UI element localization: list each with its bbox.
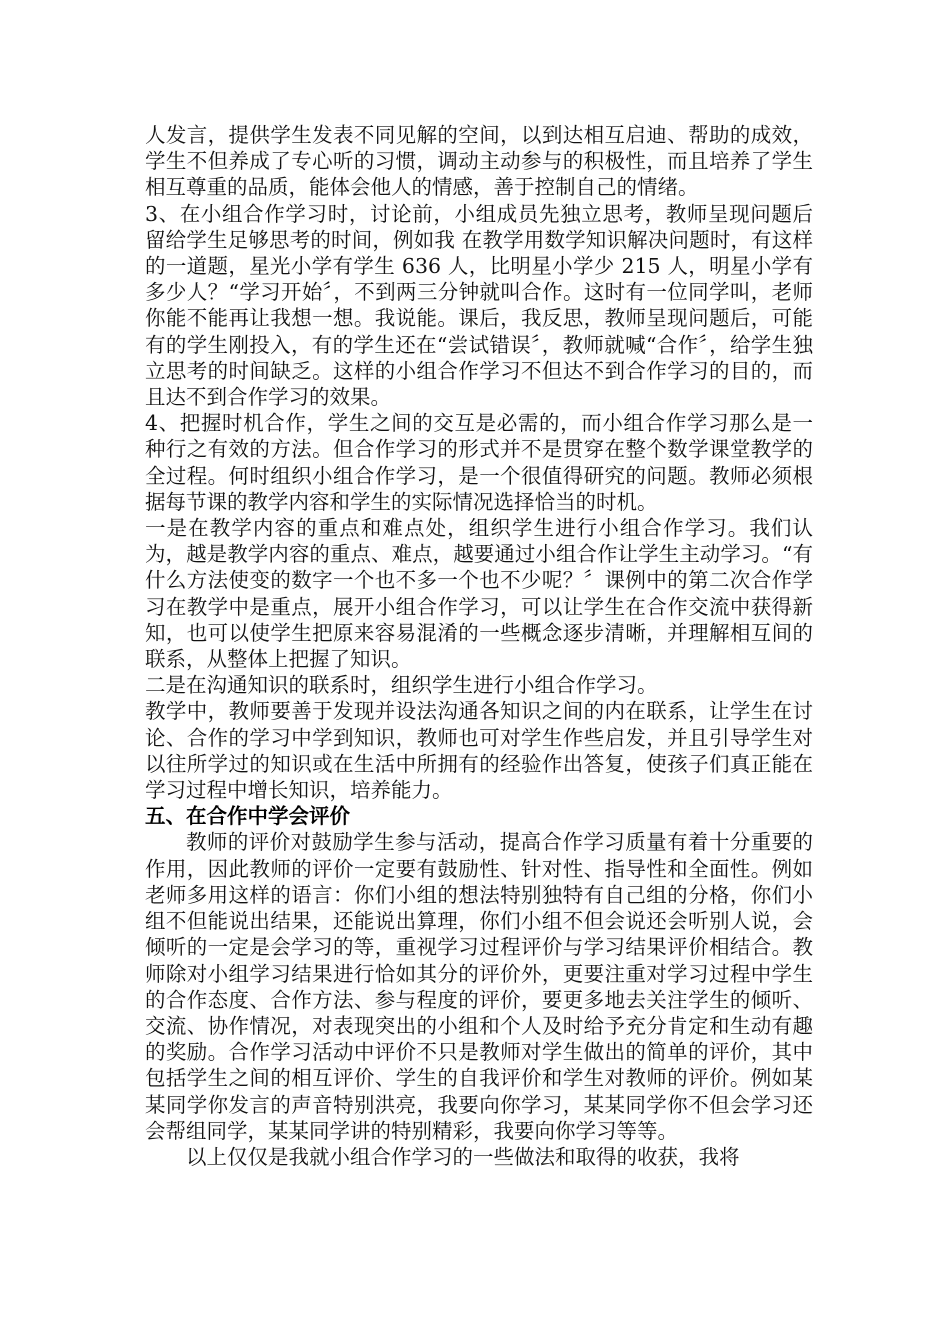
paragraph-key-difficult-points: 一是在教学内容的重点和难点处，组织学生进行小组合作学习。我们认为，越是教学内容的重点、难点，越要通过小组合作让学生主动学习。“有什么方法使变的数字一个也不多一个也不少呢？〞课例中的第二次合作学习在教学中是重点，展开小组合作学习，可以让学生在合作交流中获得新知，也可以使学生把原来容易混淆的一些概念逐步清晰，并理解相互间的联系，从整体上把握了知识。 bbox=[145, 516, 813, 672]
paragraph-teacher-evaluation: 教师的评价对鼓励学生参与活动，提高合作学习质量有着十分重要的作用，因此教师的评价一定要有鼓励性、针对性、指导性和全面性。例如老师多用这样的语言：你们小组的想法特别独特有自己组的分格，你们小组不但能说出结果，还能说出算理，你们小组不但会说还会听别人说，会倾听的一定是会学习的等，重视学习过程评价与学习结果评价相结合。教师除对小组学习结果进行恰如其分的评价外，更要注重对学习过程中学生的合作态度、合作方法、参与程度的评价，要更多地去关注学生的倾听、交流、协作情况，对表现突出的小组和个人及时给予充分肯定和生动有趣的奖励。合作学习活动中评价不只是教师对学生做出的简单的评价，其中包括学生之间的相互评价、学生的自我评价和学生对教师的评价。例如某某同学你发言的声音特别洪亮，我要向你学习，某某同学你不但会学习还会帮组同学，某某同学讲的特别精彩，我要向你学习等等。 bbox=[145, 830, 813, 1143]
paragraph-conclusion: 以上仅仅是我就小组合作学习的一些做法和取得的收获，我将 bbox=[186, 1144, 740, 1169]
section-heading-evaluation: 五、在合作中学会评价 bbox=[145, 804, 350, 829]
paragraph-listening-habits: 人发言，提供学生发表不同见解的空间，以到达相互启迪、帮助的成效，学生不但养成了专心听的习惯，调动主动参与的积极性，而且培养了学生相互尊重的品质，能体会他人的情感，善于控制自己的情绪。 bbox=[145, 123, 813, 200]
paragraph-knowledge-links: 二是在沟通知识的联系时，组织学生进行小组合作学习。 bbox=[145, 673, 658, 698]
paragraph-teaching-links: 教学中，教师要善于发现并设法沟通各知识之间的内在联系，让学生在讨论、合作的学习中学到知识，教师也可对学生作些启发，并且引导学生对以往所学过的知识或在生活中所拥有的经验作出答复，使孩子们真正能在学习过程中增长知识，培养能力。 bbox=[145, 699, 813, 803]
paragraph-independent-thinking: 3、在小组合作学习时，讨论前，小组成员先独立思考，教师呈现问题后留给学生足够思考的时间，例如我 在教学用数学知识解决问题时，有这样的一道题，星光小学有学生 636 人，比明星小学少 215 人，明星小学有多少人？“学习开始〞，不到两三分钟就叫合作。这时有一位同学叫，老师你能不能再让我想一想。我说能。课后，我反思，教师呈现问题后，可能有的学生刚投入，有的学生还在“尝试错误〞，教师就喊“合作〞，给学生独立思考的时间缺乏。这样的小组合作学习不但达不到合作学习的目的，而且达不到合作学习的效果。 bbox=[145, 201, 813, 410]
paragraph-timing-cooperation: 4、把握时机合作，学生之间的交互是必需的，而小组合作学习那么是一种行之有效的方法。但合作学习的形式并不是贯穿在整个数学课堂教学的全过程。何时组织小组合作学习，是一个很值得研究的问题。教师必须根据每节课的教学内容和学生的实际情况选择恰当的时机。 bbox=[145, 411, 813, 514]
document-page bbox=[145, 122, 813, 1170]
